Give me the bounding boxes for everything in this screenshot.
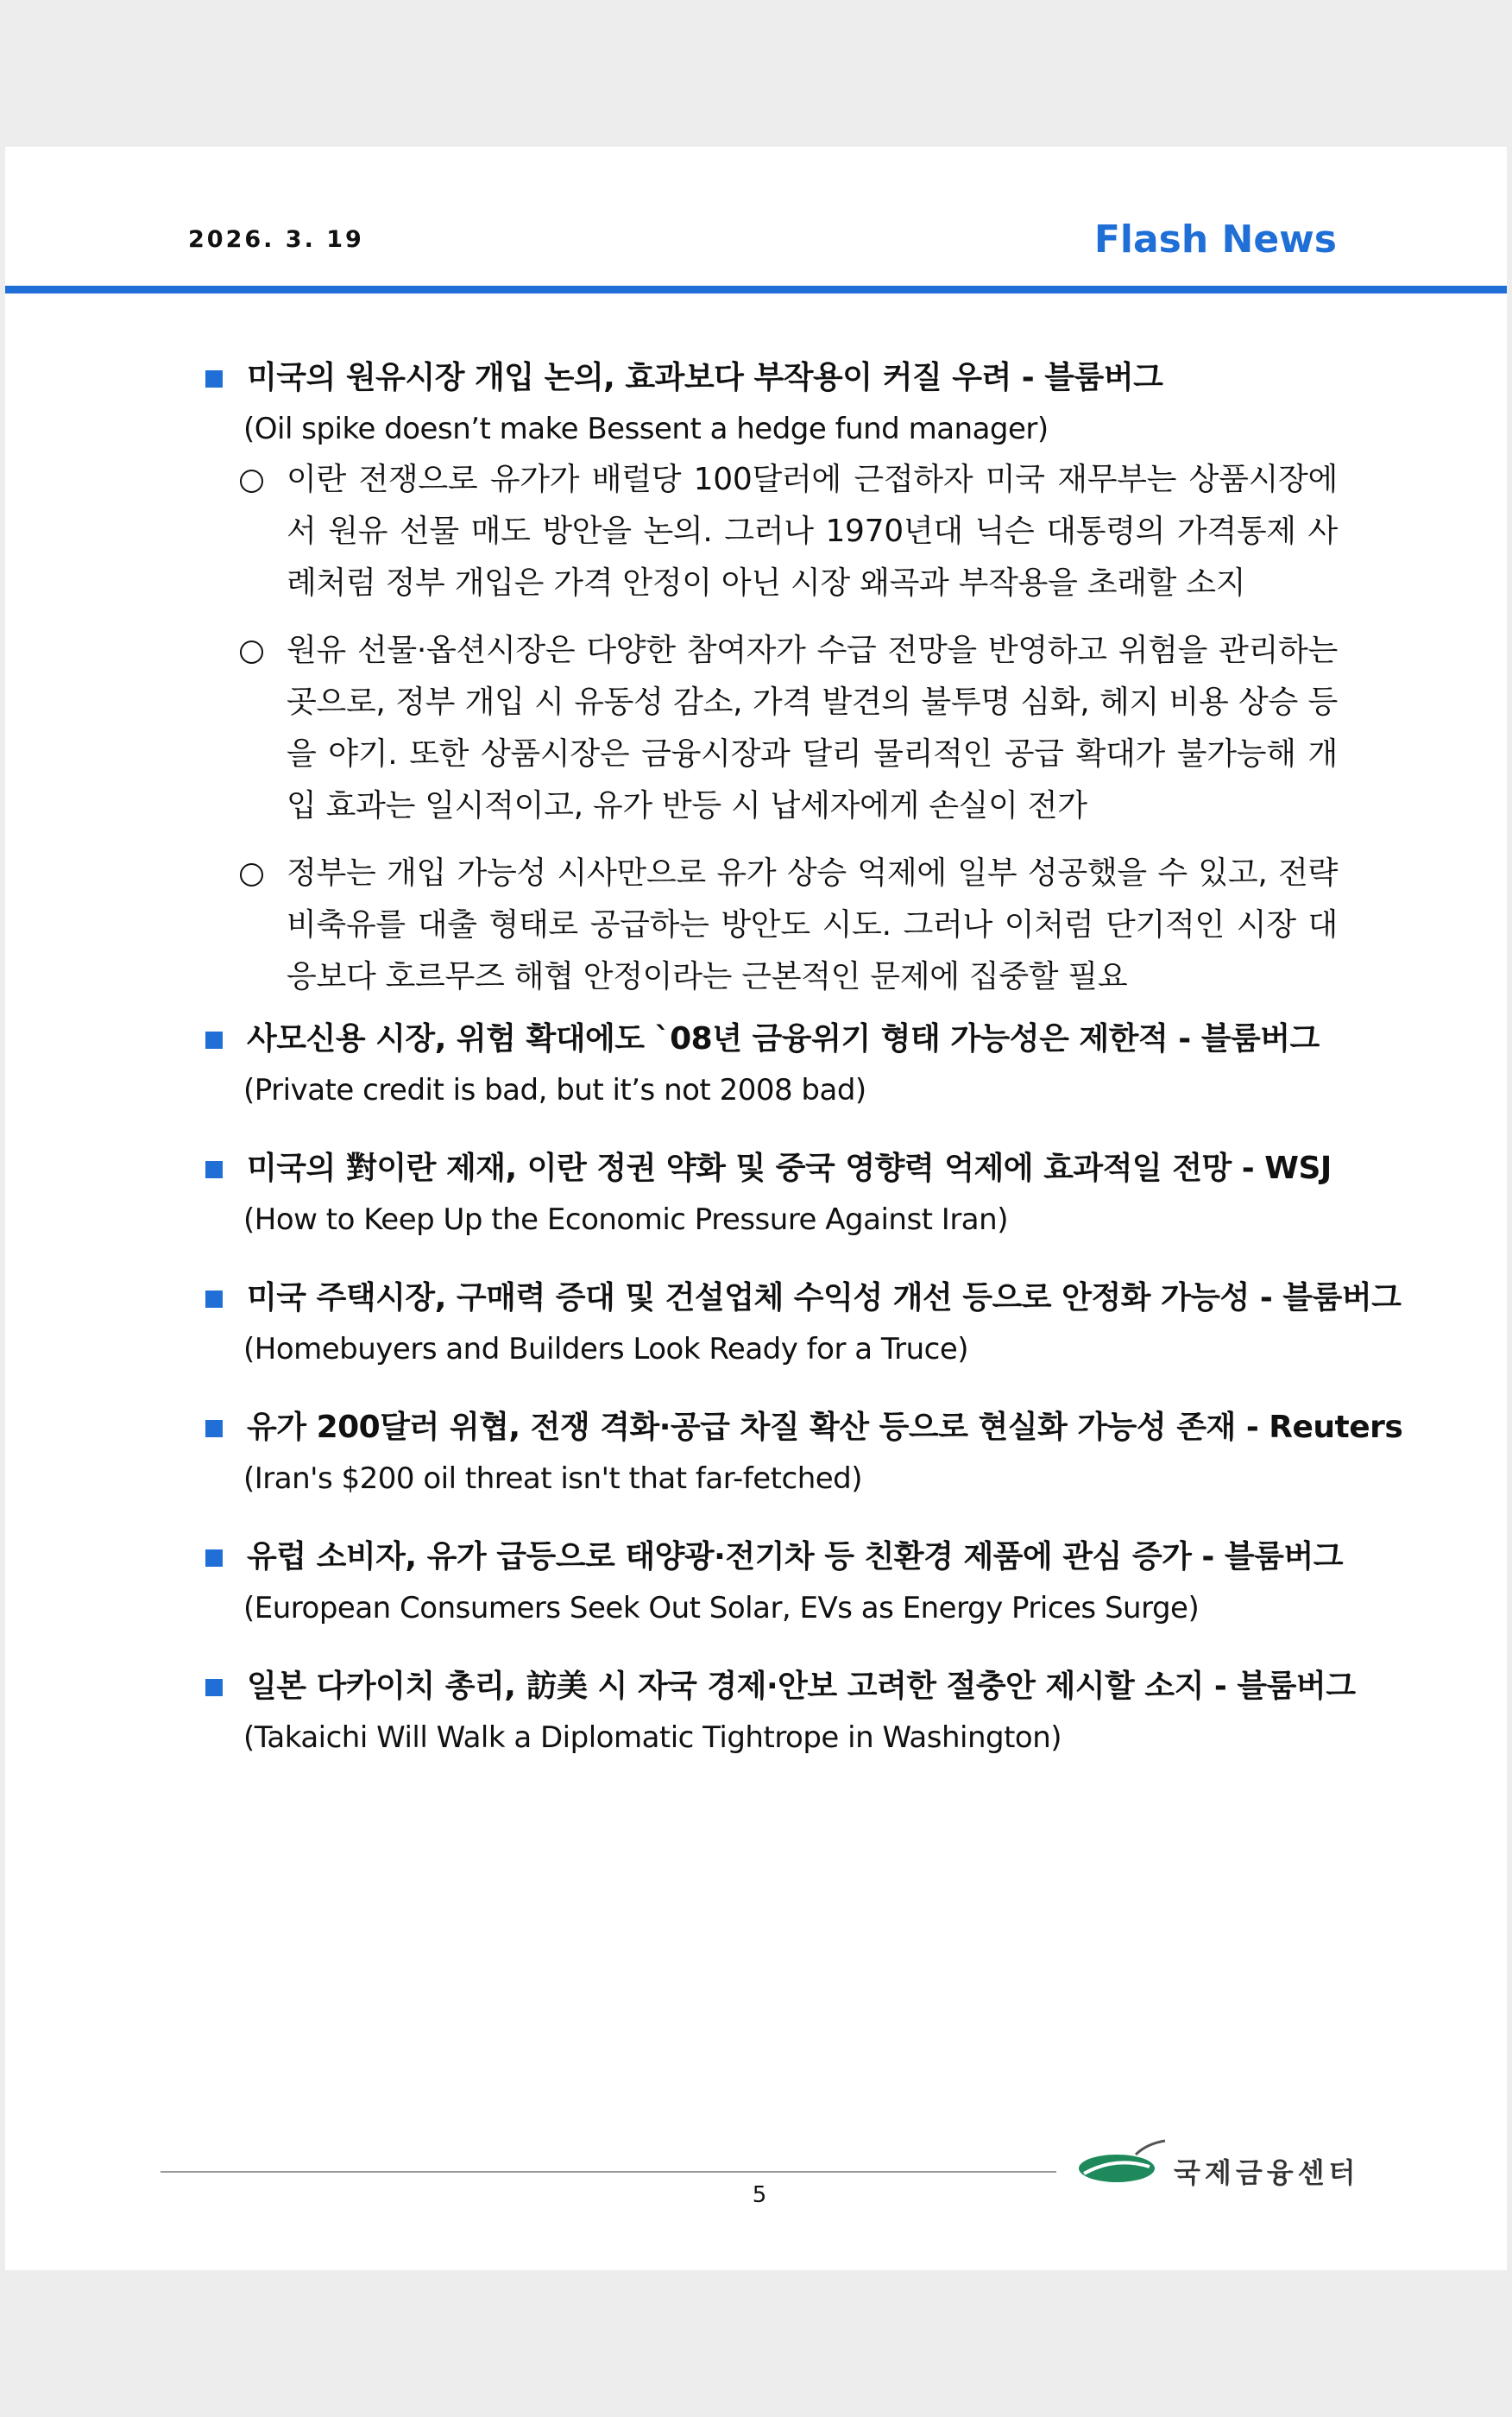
news-item (198, 1661, 1356, 1763)
news-point (198, 848, 1338, 1003)
news-source-title: (Oil spike doesn’t make Bessent a hedge fund manager) (243, 412, 1049, 446)
kcif-logo-icon (1075, 2136, 1170, 2187)
report-title: Flash News (1093, 218, 1337, 262)
news-source-title: (Iran's $200 oil threat isn't that far-fetched) (243, 1461, 863, 1496)
news-source-title: (European Consumers Seek Out Solar, EVs as Energy Prices Surge) (243, 1591, 1200, 1625)
news-list (198, 352, 1403, 1790)
footer-rule (161, 2171, 1056, 2173)
headline-text: 미국의 對이란 제재, 이란 정권 약화 및 중국 영향력 억제에 효과적일 전망 - WSJ (247, 1151, 1332, 1186)
news-point (198, 454, 1338, 609)
news-item (198, 1143, 1338, 1245)
news-source-title: (How to Keep Up the Economic Pressure Against Iran) (243, 1202, 1008, 1237)
headline-text: 미국의 원유시장 개입 논의, 효과보다 부작용이 커질 우려 - 블룸버그 (247, 360, 1163, 395)
news-item (198, 1013, 1338, 1115)
header-rule (5, 286, 1507, 293)
report-date: 2026. 3. 19 (188, 226, 364, 253)
page-number: 5 (752, 2182, 767, 2208)
square-bullet-icon (205, 1291, 223, 1308)
circle-bullet-icon (240, 863, 263, 887)
news-headline (198, 1661, 1356, 1713)
news-point (198, 625, 1338, 832)
circle-bullet-icon (240, 470, 263, 493)
news-headline (198, 352, 1338, 404)
news-item (198, 1531, 1343, 1633)
square-bullet-icon (205, 370, 223, 388)
news-headline (198, 1013, 1338, 1065)
news-item (198, 1272, 1402, 1374)
news-item (198, 1402, 1403, 1504)
square-bullet-icon (205, 1161, 223, 1178)
circle-bullet-icon (240, 641, 263, 664)
news-source-title: (Homebuyers and Builders Look Ready for a Truce) (243, 1332, 969, 1366)
headline-text: 유가 200달러 위협, 전쟁 격화·공급 차질 확산 등으로 현실화 가능성 존재 - Reuters (247, 1410, 1403, 1445)
headline-text: 사모신용 시장, 위험 확대에도 `08년 금융위기 형태 가능성은 제한적 - 블룸버그 (247, 1021, 1320, 1057)
news-source-title: (Private credit is bad, but it’s not 2008 bad) (243, 1073, 866, 1108)
square-bullet-icon (205, 1549, 223, 1567)
point-text: 원유 선물·옵션시장은 다양한 참여자가 수급 전망을 반영하고 위험을 관리하는 곳으로, 정부 개입 시 유동성 감소, 가격 발견의 불투명 심화, 헤지 비용 상승 등을 야기. 또한 상품시장은 금융시장과 달리 물리적인 공급 확대가 불가능해 개입 효과는 일시적이고, 유가 반등 시 납세자에게 손실이 전가 (287, 633, 1338, 824)
square-bullet-icon (205, 1420, 223, 1437)
news-headline (198, 1531, 1343, 1583)
point-text: 이란 전쟁으로 유가가 배럴당 100달러에 근접하자 미국 재무부는 상품시장에서 원유 선물 매도 방안을 논의. 그러나 1970년대 닉슨 대통령의 가격통제 사례처럼 정부 개입은 가격 안정이 아닌 시장 왜곡과 부작용을 초래할 소지 (287, 462, 1338, 601)
point-text: 정부는 개입 가능성 시사만으로 유가 상승 억제에 일부 성공했을 수 있고, 전략비축유를 대출 형태로 공급하는 방안도 시도. 그러나 이처럼 단기적인 시장 대응보다 호르무즈 해협 안정이라는 근본적인 문제에 집중할 필요 (287, 855, 1338, 994)
square-bullet-icon (205, 1032, 223, 1049)
news-headline (198, 1402, 1403, 1454)
square-bullet-icon (205, 1679, 223, 1696)
news-source-title: (Takaichi Will Walk a Diplomatic Tightrope in Washington) (243, 1720, 1062, 1755)
headline-text: 일본 다카이치 총리, 訪美 시 자국 경제·안보 고려한 절충안 제시할 소지 - 블룸버그 (247, 1669, 1356, 1704)
org-name: 국제금융센터 (1174, 2156, 1360, 2189)
news-headline (198, 1143, 1338, 1195)
headline-text: 미국 주택시장, 구매력 증대 및 건설업체 수익성 개선 등으로 안정화 가능성 - 블룸버그 (247, 1280, 1402, 1316)
news-headline (198, 1272, 1402, 1324)
news-item (198, 352, 1338, 1003)
headline-text: 유럽 소비자, 유가 급등으로 태양광·전기차 등 친환경 제품에 관심 증가 - 블룸버그 (247, 1539, 1343, 1575)
